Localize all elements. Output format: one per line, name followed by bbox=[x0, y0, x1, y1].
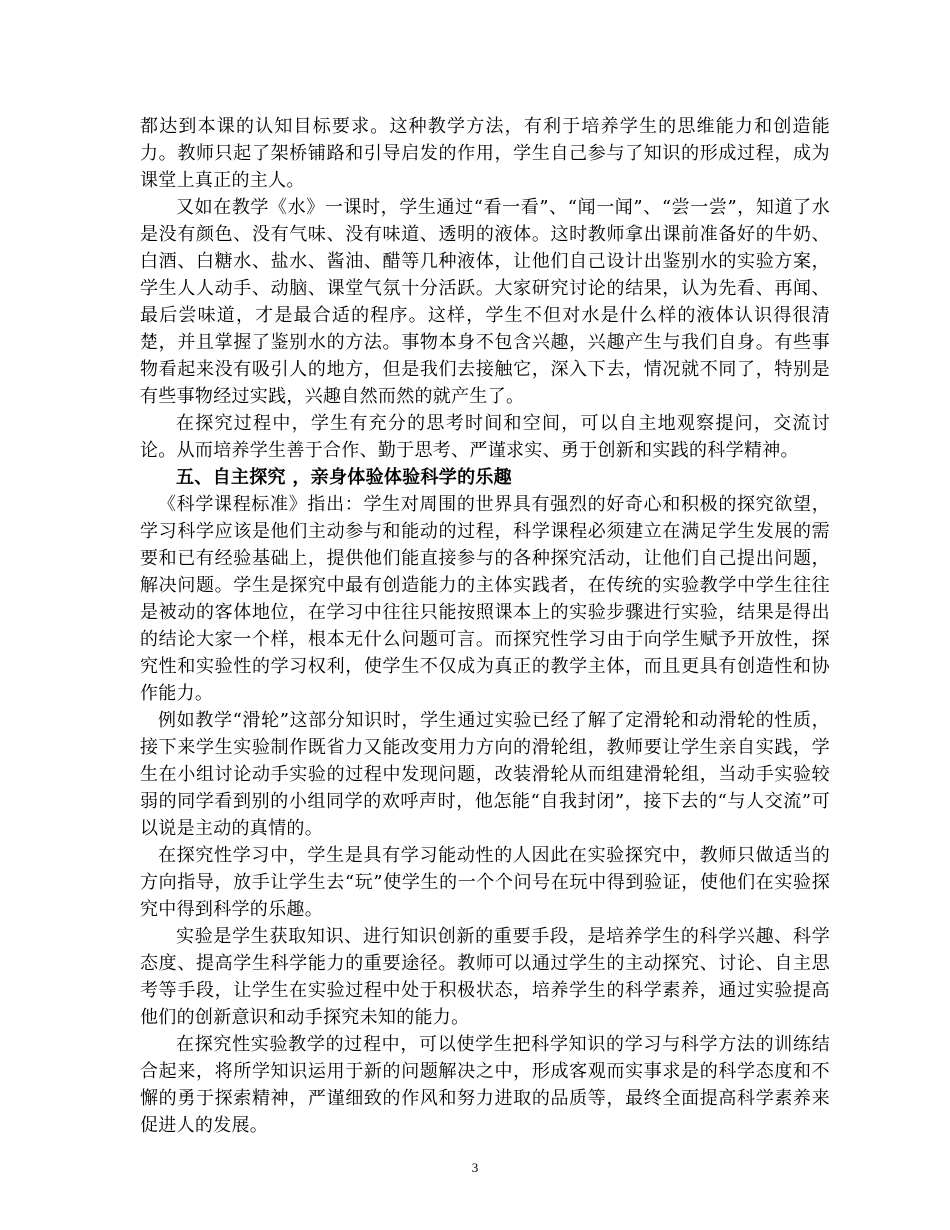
paragraph-1: 都达到本课的认知目标要求。这种教学方法，有利于培养学生的思维能力和创造能力。教师只起了架桥铺路和引导启发的作用，学生自己参与了知识的形成过程，成为课堂上真正的主人。 bbox=[140, 116, 830, 191]
paragraph-2: 又如在教学《水》一课时，学生通过“看一看”、“闻一闻”、“尝一尝”，知道了水是没有颜色、没有气味、没有味道、透明的液体。这时教师拿出课前准备好的牛奶、白酒、白糖水、盐水、酱油、醋等几种液体，让他们自己设计出鉴别水的实验方案，学生人人动手、动脑、课堂气氛十分活跃。大家研究讨论的结果，认为先看、再闻、最后尝味道，才是最合适的程序。这样，学生不但对水是什么样的液体认识得很清楚，并且掌握了鉴别水的方法。事物本身不包含兴趣，兴趣产生与我们自身。有些事物看起来没有吸引人的地方，但是我们去接触它，深入下去，情况就不同了，特别是有些事物经过实践，兴趣自然而然的就产生了。 bbox=[140, 197, 830, 407]
paragraph-8: 在探究性实验教学的过程中，可以使学生把科学知识的学习与科学方法的训练结合起来，将所学知识运用于新的问题解决之中，形成客观而实事求是的科学态度和不懈的勇于探索精神，严谨细致的作风和努力进取的品质等，最终全面提高科学素养来促进人的发展。 bbox=[140, 1034, 830, 1136]
paragraph-6: 在探究性学习中，学生是具有学习能动性的人因此在实验探究中，教师只做适当的方向指导，放手让学生去“玩”使学生的一个个问号在玩中得到验证，使他们在实验探究中得到科学的乐趣。 bbox=[140, 845, 830, 920]
paragraph-7: 实验是学生获取知识、进行知识创新的重要手段，是培养学生的科学兴趣、科学态度、提高学生科学能力的重要途径。教师可以通过学生的主动探究、讨论、自主思考等手段，让学生在实验过程中处于积极状态，培养学生的科学素养，通过实验提高他们的创新意识和动手探究未知的能力。 bbox=[140, 926, 830, 1028]
paragraph-3: 在探究过程中，学生有充分的思考时间和空间，可以自主地观察提问，交流讨论。从而培养学生善于合作、勤于思考、严谨求实、勇于创新和实践的科学精神。 bbox=[140, 413, 830, 461]
section-heading: 五、自主探究 ，亲身体验体验科学的乐趣 bbox=[176, 467, 512, 488]
page-number: 3 bbox=[471, 1160, 479, 1175]
paragraph-5: 例如教学“滑轮”这部分知识时，学生通过实验已经了解了定滑轮和动滑轮的性质，接下来学生实验制作既省力又能改变用力方向的滑轮组，教师要让学生亲自实践，学生在小组讨论动手实验的过程中发现问题，改装滑轮从而组建滑轮组，当动手实验较弱的同学看到别的小组同学的欢呼声时，他怎能“自我封闭”，接下去的“与人交流”可以说是主动的真情的。 bbox=[140, 710, 830, 839]
paragraph-4: 《科学课程标准》指出：学生对周围的世界具有强烈的好奇心和积极的探究欲望，学习科学应该是他们主动参与和能动的过程，科学课程必须建立在满足学生发展的需要和已有经验基础上，提供他们能直接参与的各种探究活动，让他们自己提出问题，解决问题。学生是探究中最有创造能力的主体实践者，在传统的实验教学中学生往往是被动的客体地位，在学习中往往只能按照课本上的实验步骤进行实验，结果是得出的结论大家一个样，根本无什么问题可言。而探究性学习由于向学生赋予开放性，探究性和实验性的学习权利，使学生不仅成为真正的教学主体，而且更具有创造性和协作能力。 bbox=[140, 494, 830, 704]
